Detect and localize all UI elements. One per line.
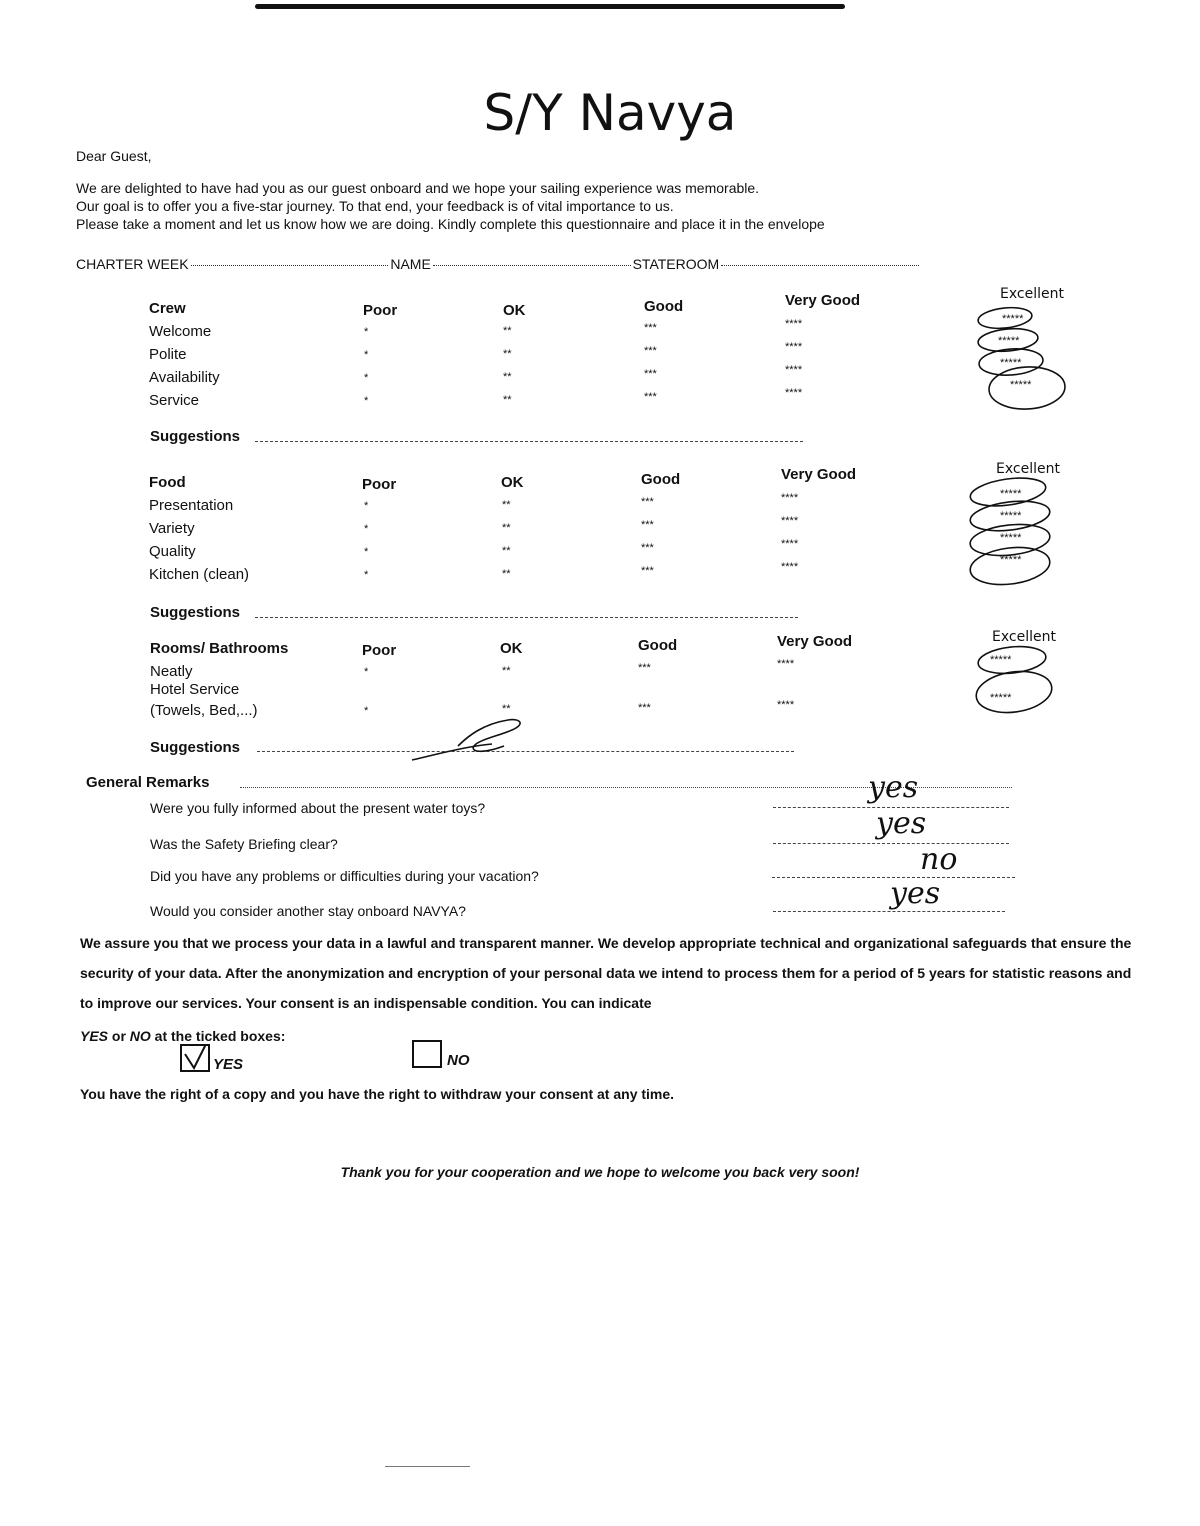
- crew-suggestions-label: Suggestions: [150, 428, 241, 445]
- guest-details-row: [76, 256, 921, 272]
- rooms-hotel-good-option[interactable]: ***: [638, 702, 651, 714]
- rooms-hotel-ok-option[interactable]: **: [502, 703, 511, 715]
- crew-service-excellent-option[interactable]: *****: [1010, 379, 1032, 391]
- food-kitchen-excellent-option[interactable]: *****: [1000, 554, 1022, 566]
- rooms-good-header: Good: [638, 637, 678, 654]
- food-kitchen-very-good-option[interactable]: ****: [781, 561, 799, 573]
- rights-text: You have the right of a copy and you have the right to withdraw your consent at any time.: [80, 1086, 675, 1102]
- crew-suggestions-field[interactable]: [255, 440, 803, 442]
- food-suggestions-field[interactable]: [255, 616, 798, 618]
- rooms-excellent-header: Excellent: [992, 629, 1056, 645]
- crew-item-polite: Polite: [149, 346, 187, 363]
- crew-handwritten-circles: [975, 300, 1085, 420]
- crew-polite-very-good-option[interactable]: ****: [785, 341, 803, 353]
- rooms-handwritten-circles: [972, 640, 1062, 720]
- charter-week-field[interactable]: [191, 264, 389, 266]
- crew-polite-poor-option[interactable]: *: [364, 349, 369, 361]
- consent-yes-checkbox[interactable]: [180, 1044, 210, 1072]
- crew-service-ok-option[interactable]: **: [503, 394, 512, 406]
- food-variety-ok-option[interactable]: **: [502, 522, 511, 534]
- consent-no-word: NO: [129, 1028, 151, 1044]
- crew-ok-header: OK: [503, 302, 526, 319]
- crew-availability-very-good-option[interactable]: ****: [785, 364, 803, 376]
- food-quality-poor-option[interactable]: *: [364, 546, 369, 558]
- rooms-hotel-very-good-option[interactable]: ****: [777, 699, 795, 711]
- crew-welcome-excellent-option[interactable]: *****: [1002, 313, 1024, 325]
- consent-or-word: or: [108, 1028, 130, 1044]
- food-ok-header: OK: [501, 474, 524, 491]
- food-variety-very-good-option[interactable]: ****: [781, 515, 799, 527]
- privacy-paragraph: We assure you that we process your data in a lawful and transparent manner. We develop appropriate technical and organizational safeguards that ensure the security of your data. After the anonymization and encryption of your personal data we intend to process them for a period of 5 years for statistic reasons and to improve our services. Your consent is an indispensable condition. You can indicate: [80, 935, 1132, 1011]
- crew-welcome-poor-option[interactable]: *: [364, 326, 369, 338]
- name-label: NAME: [390, 256, 431, 272]
- food-presentation-good-option[interactable]: ***: [641, 496, 654, 508]
- question-water-toys: Were you fully informed about the present water toys?: [150, 800, 486, 816]
- food-quality-good-option[interactable]: ***: [641, 542, 654, 554]
- food-variety-good-option[interactable]: ***: [641, 519, 654, 531]
- crew-service-good-option[interactable]: ***: [644, 391, 657, 403]
- food-presentation-ok-option[interactable]: **: [502, 499, 511, 511]
- food-suggestions-label: Suggestions: [150, 604, 241, 621]
- rooms-hotel-poor-option[interactable]: *: [364, 705, 369, 717]
- crew-service-very-good-option[interactable]: ****: [785, 387, 803, 399]
- rooms-neatly-poor-option[interactable]: *: [364, 666, 369, 678]
- answer-another-stay-field[interactable]: [773, 910, 1005, 912]
- food-kitchen-poor-option[interactable]: *: [364, 569, 369, 581]
- crew-availability-excellent-option[interactable]: *****: [1000, 357, 1022, 369]
- rooms-neatly-ok-option[interactable]: **: [502, 665, 511, 677]
- rooms-ok-header: OK: [500, 640, 523, 657]
- question-safety-briefing: Was the Safety Briefing clear?: [150, 836, 338, 852]
- food-excellent-header: Excellent: [996, 461, 1060, 477]
- rooms-suggestions-label: Suggestions: [150, 739, 241, 756]
- rooms-item-towels-bed: (Towels, Bed,...): [150, 702, 258, 719]
- bottom-mark: [385, 1466, 470, 1467]
- food-quality-ok-option[interactable]: **: [502, 545, 511, 557]
- food-variety-excellent-option[interactable]: *****: [1000, 510, 1022, 522]
- page-title: S/Y Navya: [483, 84, 737, 142]
- greeting: Dear Guest,: [76, 148, 152, 164]
- answer-problems: no: [920, 842, 958, 877]
- food-presentation-poor-option[interactable]: *: [364, 500, 369, 512]
- food-quality-very-good-option[interactable]: ****: [781, 538, 799, 550]
- food-variety-poor-option[interactable]: *: [364, 523, 369, 535]
- crew-heading: Crew: [149, 300, 186, 317]
- crew-item-welcome: Welcome: [149, 323, 212, 340]
- crew-service-poor-option[interactable]: *: [364, 395, 369, 407]
- check-mark-icon: [182, 1046, 208, 1070]
- crew-very-good-header: Very Good: [785, 292, 861, 309]
- food-item-kitchen: Kitchen (clean): [149, 566, 250, 583]
- food-poor-header: Poor: [362, 476, 397, 493]
- intro-line-1: We are delighted to have had you as our guest onboard and we hope your sailing experience was memorable.: [76, 180, 760, 196]
- handwritten-scribble: [408, 716, 538, 766]
- question-problems: Did you have any problems or difficulties during your vacation?: [150, 868, 539, 884]
- crew-good-header: Good: [644, 298, 684, 315]
- rooms-neatly-excellent-option[interactable]: *****: [990, 654, 1012, 666]
- rooms-neatly-good-option[interactable]: ***: [638, 662, 651, 674]
- crew-welcome-ok-option[interactable]: **: [503, 325, 512, 337]
- consent-no-checkbox[interactable]: [412, 1040, 442, 1068]
- answer-safety-briefing: yes: [876, 806, 927, 841]
- crew-excellent-header: Excellent: [1000, 286, 1064, 302]
- top-edge-bar: [255, 4, 845, 9]
- intro-line-2: Our goal is to offer you a five-star journey. To that end, your feedback is of vital importance to us.: [76, 198, 674, 214]
- rooms-heading: Rooms/ Bathrooms: [150, 640, 289, 657]
- crew-welcome-very-good-option[interactable]: ****: [785, 318, 803, 330]
- rooms-neatly-very-good-option[interactable]: ****: [777, 658, 795, 670]
- answer-safety-briefing-field[interactable]: [773, 842, 1009, 844]
- crew-polite-ok-option[interactable]: **: [503, 348, 512, 360]
- food-presentation-very-good-option[interactable]: ****: [781, 492, 799, 504]
- food-kitchen-good-option[interactable]: ***: [641, 565, 654, 577]
- food-heading: Food: [149, 474, 186, 491]
- consent-yes-label: YES: [213, 1056, 244, 1073]
- crew-item-availability: Availability: [149, 369, 220, 386]
- answer-water-toys: yes: [868, 770, 919, 805]
- answer-another-stay: yes: [890, 876, 941, 911]
- food-presentation-excellent-option[interactable]: *****: [1000, 488, 1022, 500]
- food-item-variety: Variety: [149, 520, 195, 537]
- food-handwritten-circles: [962, 470, 1072, 595]
- crew-item-service: Service: [149, 392, 200, 409]
- crew-poor-header: Poor: [363, 302, 398, 319]
- stateroom-label: STATEROOM: [632, 256, 720, 272]
- intro-line-3: Please take a moment and let us know how we are doing. Kindly complete this questionnaire and place it in the envelope: [76, 216, 825, 232]
- consent-no-label: NO: [447, 1052, 470, 1069]
- crew-welcome-good-option[interactable]: ***: [644, 322, 657, 334]
- general-remarks-label: General Remarks: [86, 774, 210, 791]
- rooms-very-good-header: Very Good: [777, 633, 853, 650]
- food-item-quality: Quality: [149, 543, 196, 560]
- food-good-header: Good: [641, 471, 681, 488]
- rooms-item-hotel-service: Hotel Service: [150, 681, 240, 698]
- consent-instruction: [80, 1028, 285, 1044]
- consent-instruction-tail: at the ticked boxes:: [150, 1028, 286, 1044]
- rooms-item-neatly: Neatly: [150, 663, 193, 680]
- name-field[interactable]: [433, 264, 631, 266]
- crew-polite-good-option[interactable]: ***: [644, 345, 657, 357]
- rooms-hotel-excellent-option[interactable]: *****: [990, 692, 1012, 704]
- food-item-presentation: Presentation: [149, 497, 234, 514]
- food-very-good-header: Very Good: [781, 466, 857, 483]
- question-another-stay: Would you consider another stay onboard NAVYA?: [150, 903, 466, 919]
- stateroom-field[interactable]: [721, 264, 919, 266]
- rooms-poor-header: Poor: [362, 642, 397, 659]
- crew-polite-excellent-option[interactable]: *****: [998, 335, 1020, 347]
- food-kitchen-ok-option[interactable]: **: [502, 568, 511, 580]
- crew-availability-good-option[interactable]: ***: [644, 368, 657, 380]
- thank-you-note: Thank you for your cooperation and we hope to welcome you back very soon!: [340, 1164, 860, 1180]
- consent-yes-word: YES: [80, 1028, 109, 1044]
- crew-availability-poor-option[interactable]: *: [364, 372, 369, 384]
- food-quality-excellent-option[interactable]: *****: [1000, 532, 1022, 544]
- crew-availability-ok-option[interactable]: **: [503, 371, 512, 383]
- charter-week-label: CHARTER WEEK: [76, 256, 189, 272]
